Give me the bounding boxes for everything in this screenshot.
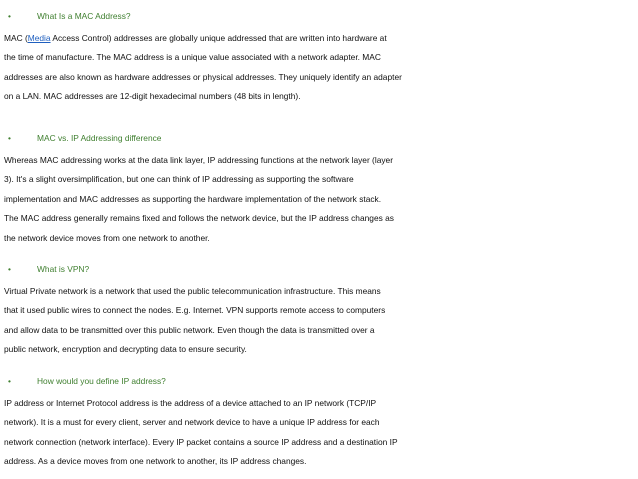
body-line: public network, encryption and decrypting data to ensure security. <box>4 344 247 355</box>
section-heading <box>4 259 634 280</box>
section-mac-address <box>4 6 634 107</box>
section-body <box>4 282 634 360</box>
body-line: implementation and MAC addresses as supporting the hardware implementation of the network stack. <box>4 193 382 204</box>
section-mac-vs-ip <box>4 128 634 248</box>
body-line: The MAC address generally remains fixed and follows the network device, but the IP address changes as <box>4 213 394 224</box>
heading-text: MAC vs. IP Addressing difference <box>37 133 162 143</box>
section-body <box>4 151 634 248</box>
section-body <box>4 394 634 472</box>
section-body <box>4 29 634 107</box>
body-line: IP address or Internet Protocol address is the address of a device attached to an IP network (TCP/IP <box>4 398 377 408</box>
line-text: MAC ( <box>4 33 28 43</box>
body-line: the network device moves from one network to another. <box>4 232 210 243</box>
body-line: Whereas MAC addressing works at the data link layer, IP addressing functions at the network layer (layer <box>4 155 394 165</box>
heading-text: What is VPN? <box>37 264 90 274</box>
section-heading <box>4 128 634 149</box>
section-vpn <box>4 259 634 360</box>
body-line: that it used public wires to connect the nodes. E.g. Internet. VPN supports remote access to computers <box>4 305 386 316</box>
body-line: the time of manufacture. The MAC address is a unique value associated with a network adapter. MAC <box>4 52 381 63</box>
body-line: on a LAN. MAC addresses are 12-digit hexadecimal numbers (48 bits in length). <box>4 91 301 102</box>
line-text: Access Control) addresses are globally unique addressed that are written into hardware at <box>50 33 387 43</box>
body-line: network connection (network interface). Every IP packet contains a source IP address and a destination IP <box>4 436 398 447</box>
heading-text: How would you define IP address? <box>37 376 166 386</box>
body-line: 3). It's a slight oversimplification, but one can think of IP addressing as supporting the software <box>4 174 354 185</box>
body-line: Virtual Private network is a network that used the public telecommunication infrastructure. This means <box>4 286 381 296</box>
media-link[interactable]: Media <box>27 33 51 43</box>
body-line: and allow data to be transmitted over this public network. Even though the data is transmitted over a <box>4 324 375 335</box>
section-heading <box>4 371 634 392</box>
bullet-icon: • <box>8 11 11 21</box>
heading-text: What Is a MAC Address? <box>37 11 131 21</box>
bullet-icon: • <box>8 376 11 386</box>
body-line: address. As a device moves from one network to another, its IP address changes. <box>4 456 307 467</box>
section-heading <box>4 6 634 27</box>
bullet-icon: • <box>8 133 11 143</box>
body-line <box>4 29 634 48</box>
section-ip-address <box>4 371 634 472</box>
body-line: addresses are also known as hardware addresses or physical addresses. They uniquely identify an adapter <box>4 71 402 82</box>
body-line: network). It is a must for every client, server and network device to have a unique IP address for each <box>4 417 380 428</box>
bullet-icon: • <box>8 264 11 274</box>
